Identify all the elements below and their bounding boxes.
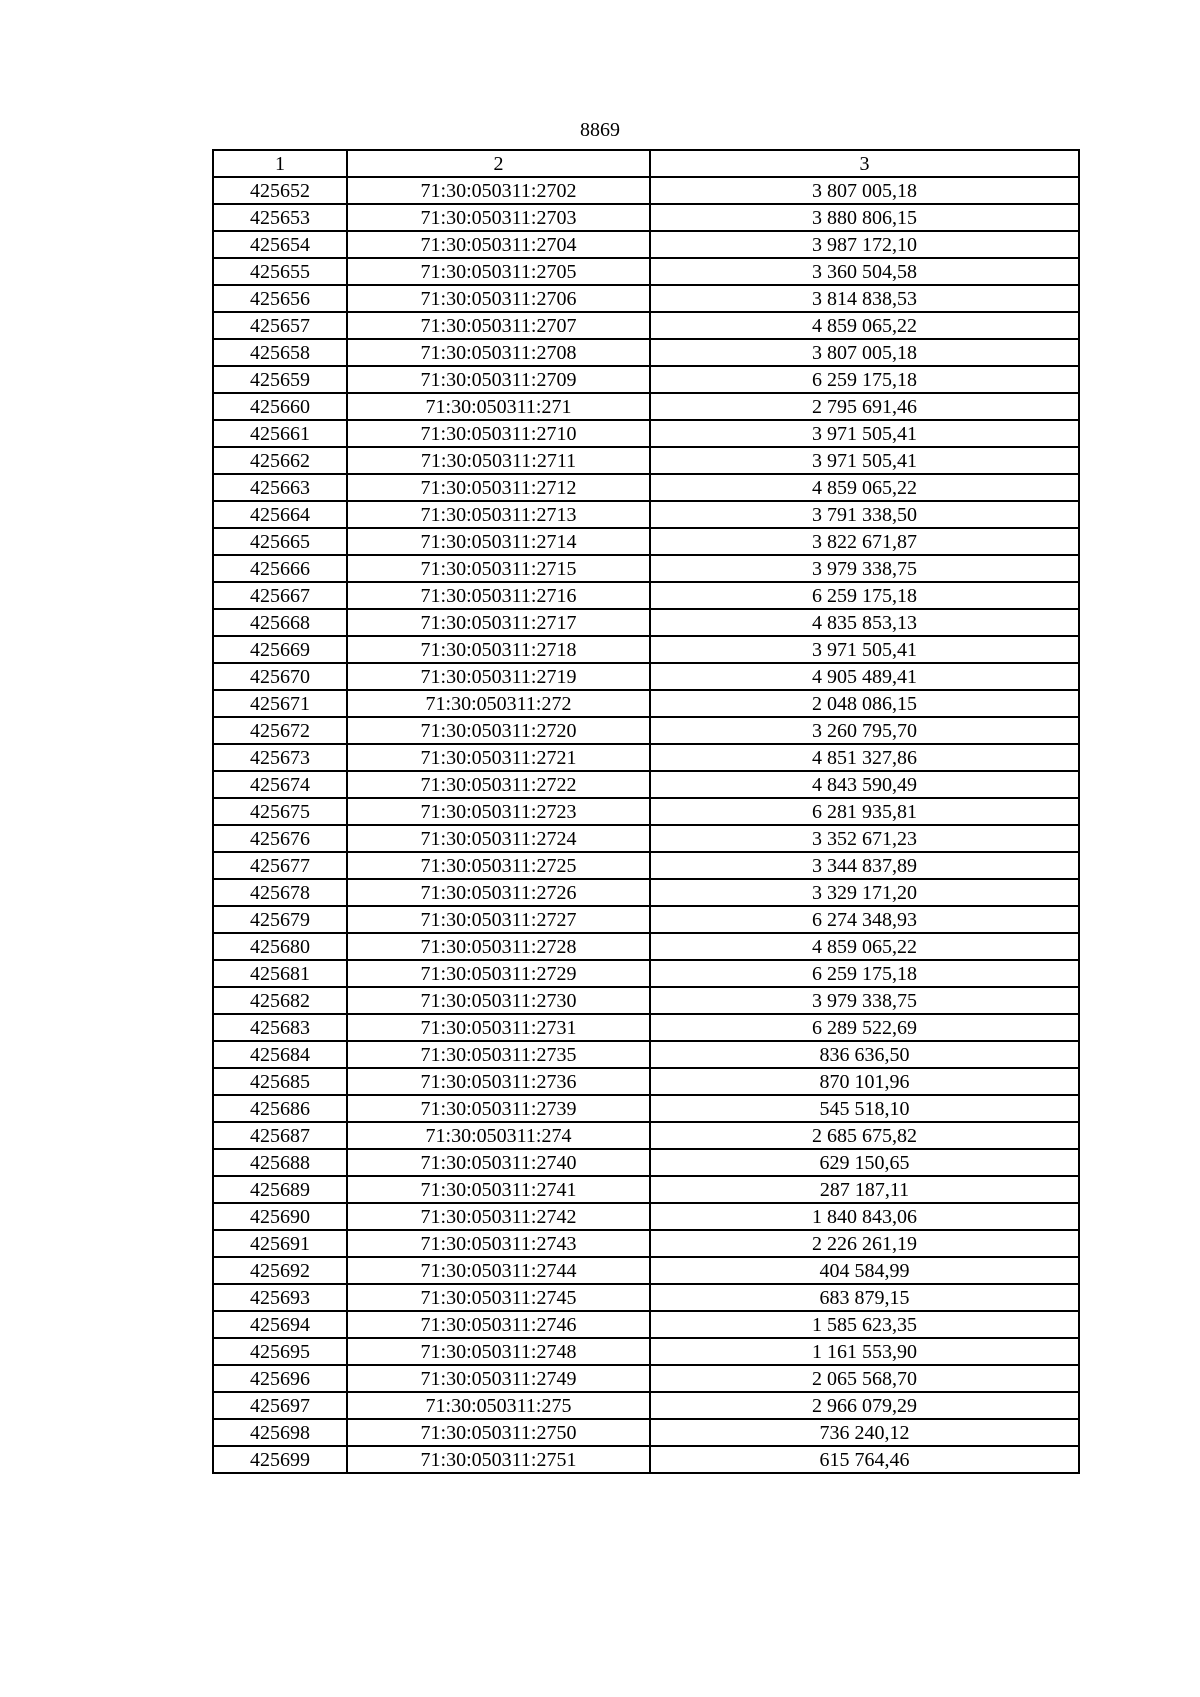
table-row <box>213 825 1079 852</box>
table-row <box>213 1311 1079 1338</box>
table-row <box>213 690 1079 717</box>
table-row <box>213 258 1079 285</box>
cadastral-number-cell: 71:30:050311:2717 <box>347 609 650 636</box>
table-row <box>213 1068 1079 1095</box>
cadastral-number-cell: 71:30:050311:2725 <box>347 852 650 879</box>
table-row <box>213 1446 1079 1473</box>
row-number-cell: 425699 <box>213 1446 347 1473</box>
row-number-cell: 425660 <box>213 393 347 420</box>
row-number-cell: 425656 <box>213 285 347 312</box>
cadastral-number-cell: 71:30:050311:272 <box>347 690 650 717</box>
column-header-3: 3 <box>650 150 1079 177</box>
value-cell: 3 822 671,87 <box>650 528 1079 555</box>
cadastral-number-cell: 71:30:050311:2736 <box>347 1068 650 1095</box>
cadastral-number-cell: 71:30:050311:2720 <box>347 717 650 744</box>
table-row <box>213 366 1079 393</box>
cadastral-number-cell: 71:30:050311:2742 <box>347 1203 650 1230</box>
value-cell: 2 966 079,29 <box>650 1392 1079 1419</box>
table-row <box>213 1203 1079 1230</box>
row-number-cell: 425698 <box>213 1419 347 1446</box>
row-number-cell: 425655 <box>213 258 347 285</box>
row-number-cell: 425688 <box>213 1149 347 1176</box>
value-cell: 3 979 338,75 <box>650 555 1079 582</box>
table-row <box>213 717 1079 744</box>
row-number-cell: 425684 <box>213 1041 347 1068</box>
table-row <box>213 636 1079 663</box>
table-row <box>213 339 1079 366</box>
value-cell: 6 259 175,18 <box>650 366 1079 393</box>
value-cell: 3 352 671,23 <box>650 825 1079 852</box>
table-row <box>213 420 1079 447</box>
table-row <box>213 1230 1079 1257</box>
row-number-cell: 425689 <box>213 1176 347 1203</box>
row-number-cell: 425675 <box>213 798 347 825</box>
cadastral-number-cell: 71:30:050311:2746 <box>347 1311 650 1338</box>
row-number-cell: 425659 <box>213 366 347 393</box>
row-number-cell: 425680 <box>213 933 347 960</box>
value-cell: 3 987 172,10 <box>650 231 1079 258</box>
cadastral-number-cell: 71:30:050311:2726 <box>347 879 650 906</box>
row-number-cell: 425676 <box>213 825 347 852</box>
table-row <box>213 1041 1079 1068</box>
cadastral-number-cell: 71:30:050311:2706 <box>347 285 650 312</box>
table-row <box>213 771 1079 798</box>
row-number-cell: 425671 <box>213 690 347 717</box>
value-cell: 4 859 065,22 <box>650 933 1079 960</box>
row-number-cell: 425654 <box>213 231 347 258</box>
value-cell: 4 859 065,22 <box>650 474 1079 501</box>
row-number-cell: 425663 <box>213 474 347 501</box>
cadastral-number-cell: 71:30:050311:274 <box>347 1122 650 1149</box>
value-cell: 2 685 675,82 <box>650 1122 1079 1149</box>
value-cell: 4 851 327,86 <box>650 744 1079 771</box>
row-number-cell: 425665 <box>213 528 347 555</box>
data-table <box>212 149 1080 1474</box>
cadastral-number-cell: 71:30:050311:2721 <box>347 744 650 771</box>
value-cell: 615 764,46 <box>650 1446 1079 1473</box>
cadastral-number-cell: 71:30:050311:2730 <box>347 987 650 1014</box>
value-cell: 4 859 065,22 <box>650 312 1079 339</box>
table-row <box>213 501 1079 528</box>
row-number-cell: 425662 <box>213 447 347 474</box>
value-cell: 4 835 853,13 <box>650 609 1079 636</box>
row-number-cell: 425692 <box>213 1257 347 1284</box>
column-header-1: 1 <box>213 150 347 177</box>
value-cell: 3 260 795,70 <box>650 717 1079 744</box>
table-row <box>213 1392 1079 1419</box>
table-row <box>213 1419 1079 1446</box>
table-row <box>213 1338 1079 1365</box>
cadastral-number-cell: 71:30:050311:2740 <box>347 1149 650 1176</box>
row-number-cell: 425677 <box>213 852 347 879</box>
row-number-cell: 425683 <box>213 1014 347 1041</box>
cadastral-number-cell: 71:30:050311:2749 <box>347 1365 650 1392</box>
table-row <box>213 474 1079 501</box>
value-cell: 836 636,50 <box>650 1041 1079 1068</box>
cadastral-number-cell: 71:30:050311:275 <box>347 1392 650 1419</box>
row-number-cell: 425652 <box>213 177 347 204</box>
row-number-cell: 425674 <box>213 771 347 798</box>
row-number-cell: 425678 <box>213 879 347 906</box>
value-cell: 2 795 691,46 <box>650 393 1079 420</box>
table-row <box>213 204 1079 231</box>
cadastral-number-cell: 71:30:050311:2727 <box>347 906 650 933</box>
value-cell: 3 807 005,18 <box>650 177 1079 204</box>
cadastral-number-cell: 71:30:050311:2712 <box>347 474 650 501</box>
cadastral-number-cell: 71:30:050311:2731 <box>347 1014 650 1041</box>
value-cell: 736 240,12 <box>650 1419 1079 1446</box>
value-cell: 2 048 086,15 <box>650 690 1079 717</box>
table-body <box>213 177 1079 1473</box>
table-row <box>213 1176 1079 1203</box>
cadastral-number-cell: 71:30:050311:2748 <box>347 1338 650 1365</box>
table-row <box>213 906 1079 933</box>
row-number-cell: 425672 <box>213 717 347 744</box>
page-number: 8869 <box>580 119 620 141</box>
cadastral-number-cell: 71:30:050311:2718 <box>347 636 650 663</box>
cadastral-number-cell: 71:30:050311:2714 <box>347 528 650 555</box>
value-cell: 3 979 338,75 <box>650 987 1079 1014</box>
value-cell: 2 226 261,19 <box>650 1230 1079 1257</box>
table-row <box>213 1095 1079 1122</box>
table-row <box>213 528 1079 555</box>
column-header-2: 2 <box>347 150 650 177</box>
table-row <box>213 852 1079 879</box>
value-cell: 6 259 175,18 <box>650 582 1079 609</box>
cadastral-number-cell: 71:30:050311:2707 <box>347 312 650 339</box>
cadastral-number-cell: 71:30:050311:2709 <box>347 366 650 393</box>
value-cell: 287 187,11 <box>650 1176 1079 1203</box>
value-cell: 1 161 553,90 <box>650 1338 1079 1365</box>
value-cell: 1 840 843,06 <box>650 1203 1079 1230</box>
value-cell: 6 274 348,93 <box>650 906 1079 933</box>
cadastral-number-cell: 71:30:050311:2710 <box>347 420 650 447</box>
row-number-cell: 425657 <box>213 312 347 339</box>
table-row <box>213 1284 1079 1311</box>
cadastral-number-cell: 71:30:050311:2739 <box>347 1095 650 1122</box>
cadastral-number-cell: 71:30:050311:2744 <box>347 1257 650 1284</box>
cadastral-number-cell: 71:30:050311:2719 <box>347 663 650 690</box>
value-cell: 3 807 005,18 <box>650 339 1079 366</box>
value-cell: 3 791 338,50 <box>650 501 1079 528</box>
cadastral-number-cell: 71:30:050311:2743 <box>347 1230 650 1257</box>
cadastral-number-cell: 71:30:050311:2741 <box>347 1176 650 1203</box>
table-row <box>213 231 1079 258</box>
value-cell: 6 289 522,69 <box>650 1014 1079 1041</box>
value-cell: 3 814 838,53 <box>650 285 1079 312</box>
row-number-cell: 425653 <box>213 204 347 231</box>
cadastral-number-cell: 71:30:050311:2722 <box>347 771 650 798</box>
cadastral-number-cell: 71:30:050311:2716 <box>347 582 650 609</box>
row-number-cell: 425694 <box>213 1311 347 1338</box>
value-cell: 3 344 837,89 <box>650 852 1079 879</box>
table-row <box>213 177 1079 204</box>
cadastral-number-cell: 71:30:050311:2723 <box>347 798 650 825</box>
value-cell: 3 880 806,15 <box>650 204 1079 231</box>
table-header <box>213 150 1079 177</box>
row-number-cell: 425658 <box>213 339 347 366</box>
value-cell: 683 879,15 <box>650 1284 1079 1311</box>
row-number-cell: 425668 <box>213 609 347 636</box>
table-row <box>213 393 1079 420</box>
row-number-cell: 425687 <box>213 1122 347 1149</box>
cadastral-number-cell: 71:30:050311:2704 <box>347 231 650 258</box>
table-row <box>213 609 1079 636</box>
value-cell: 3 971 505,41 <box>650 447 1079 474</box>
row-number-cell: 425681 <box>213 960 347 987</box>
cadastral-number-cell: 71:30:050311:2751 <box>347 1446 650 1473</box>
row-number-cell: 425666 <box>213 555 347 582</box>
row-number-cell: 425693 <box>213 1284 347 1311</box>
table-row <box>213 1149 1079 1176</box>
value-cell: 4 843 590,49 <box>650 771 1079 798</box>
table-row <box>213 987 1079 1014</box>
header-row <box>213 150 1079 177</box>
value-cell: 629 150,65 <box>650 1149 1079 1176</box>
row-number-cell: 425691 <box>213 1230 347 1257</box>
row-number-cell: 425682 <box>213 987 347 1014</box>
table-row <box>213 555 1079 582</box>
cadastral-number-cell: 71:30:050311:2728 <box>347 933 650 960</box>
value-cell: 6 259 175,18 <box>650 960 1079 987</box>
table-row <box>213 1257 1079 1284</box>
row-number-cell: 425696 <box>213 1365 347 1392</box>
cadastral-number-cell: 71:30:050311:2702 <box>347 177 650 204</box>
cadastral-number-cell: 71:30:050311:2735 <box>347 1041 650 1068</box>
value-cell: 3 971 505,41 <box>650 636 1079 663</box>
value-cell: 3 971 505,41 <box>650 420 1079 447</box>
cadastral-number-cell: 71:30:050311:2750 <box>347 1419 650 1446</box>
value-cell: 404 584,99 <box>650 1257 1079 1284</box>
cadastral-number-cell: 71:30:050311:2745 <box>347 1284 650 1311</box>
row-number-cell: 425664 <box>213 501 347 528</box>
row-number-cell: 425679 <box>213 906 347 933</box>
table-row <box>213 582 1079 609</box>
cadastral-number-cell: 71:30:050311:2715 <box>347 555 650 582</box>
value-cell: 545 518,10 <box>650 1095 1079 1122</box>
table-row <box>213 1365 1079 1392</box>
table-row <box>213 744 1079 771</box>
value-cell: 1 585 623,35 <box>650 1311 1079 1338</box>
table-row <box>213 1014 1079 1041</box>
row-number-cell: 425686 <box>213 1095 347 1122</box>
cadastral-number-cell: 71:30:050311:2708 <box>347 339 650 366</box>
value-cell: 6 281 935,81 <box>650 798 1079 825</box>
table-row <box>213 447 1079 474</box>
cadastral-number-cell: 71:30:050311:2703 <box>347 204 650 231</box>
value-cell: 3 360 504,58 <box>650 258 1079 285</box>
table-row <box>213 285 1079 312</box>
cadastral-number-cell: 71:30:050311:2711 <box>347 447 650 474</box>
value-cell: 2 065 568,70 <box>650 1365 1079 1392</box>
row-number-cell: 425661 <box>213 420 347 447</box>
row-number-cell: 425695 <box>213 1338 347 1365</box>
value-cell: 3 329 171,20 <box>650 879 1079 906</box>
row-number-cell: 425697 <box>213 1392 347 1419</box>
row-number-cell: 425670 <box>213 663 347 690</box>
row-number-cell: 425669 <box>213 636 347 663</box>
row-number-cell: 425667 <box>213 582 347 609</box>
value-cell: 4 905 489,41 <box>650 663 1079 690</box>
row-number-cell: 425673 <box>213 744 347 771</box>
table-row <box>213 960 1079 987</box>
cadastral-number-cell: 71:30:050311:2713 <box>347 501 650 528</box>
table-row <box>213 933 1079 960</box>
cadastral-number-cell: 71:30:050311:2705 <box>347 258 650 285</box>
cadastral-number-cell: 71:30:050311:2729 <box>347 960 650 987</box>
cadastral-number-cell: 71:30:050311:2724 <box>347 825 650 852</box>
table-row <box>213 312 1079 339</box>
cadastral-number-cell: 71:30:050311:271 <box>347 393 650 420</box>
table-row <box>213 1122 1079 1149</box>
row-number-cell: 425685 <box>213 1068 347 1095</box>
table-row <box>213 879 1079 906</box>
value-cell: 870 101,96 <box>650 1068 1079 1095</box>
table-row <box>213 663 1079 690</box>
table-row <box>213 798 1079 825</box>
row-number-cell: 425690 <box>213 1203 347 1230</box>
